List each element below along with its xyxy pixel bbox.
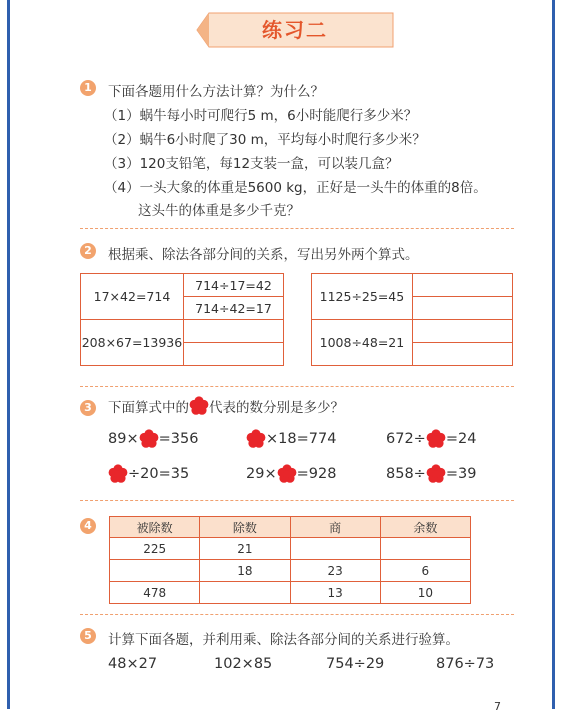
table-cell: 6 bbox=[380, 560, 470, 582]
table-row bbox=[110, 582, 471, 604]
calc-item: 876÷73 bbox=[436, 656, 495, 672]
table-cell: 21 bbox=[200, 538, 290, 560]
section3-prompt-a: 下面算式中的 bbox=[108, 400, 189, 416]
equation-part: 672÷ bbox=[386, 431, 426, 447]
calc-item: 754÷29 bbox=[326, 656, 385, 672]
section3-number: 3 bbox=[80, 400, 96, 416]
table-cell bbox=[200, 582, 290, 604]
table-cell bbox=[290, 538, 380, 560]
equation-cell: 17×42=714 bbox=[81, 274, 184, 320]
section3-prompt-b: 代表的数分别是多少？ bbox=[209, 400, 344, 416]
flower-icon bbox=[277, 464, 297, 484]
equation-part: =24 bbox=[445, 431, 477, 447]
equation-cell: 1125÷25=45 bbox=[312, 274, 413, 320]
answer-blank bbox=[183, 343, 283, 366]
equation-part: 858÷ bbox=[386, 466, 426, 482]
table-row bbox=[110, 538, 471, 560]
calc-item: 102×85 bbox=[214, 656, 273, 672]
division-table bbox=[109, 516, 471, 604]
section1-prompt: 下面各题用什么方法计算？为什么？ bbox=[108, 84, 324, 100]
flower-equation bbox=[108, 464, 189, 484]
table-cell: 478 bbox=[110, 582, 200, 604]
equation-cell: 714÷42=17 bbox=[183, 297, 283, 320]
section1-item-2: （2）蜗牛6小时爬了30 m，平均每小时爬行多少米？ bbox=[104, 132, 426, 148]
section5-prompt: 计算下面各题，并利用乘、除法各部分间的关系进行验算。 bbox=[108, 632, 459, 648]
table-cell: 23 bbox=[290, 560, 380, 582]
table-header: 除数 bbox=[200, 517, 290, 538]
equation-part: =928 bbox=[296, 466, 337, 482]
equation-part: 29× bbox=[246, 466, 277, 482]
section1-number: 1 bbox=[80, 80, 96, 96]
divider bbox=[80, 500, 514, 501]
calc-item: 48×27 bbox=[108, 656, 158, 672]
section1-item-4: （4）一头大象的体重是5600 kg，正好是一头牛的体重的8倍。 bbox=[104, 180, 487, 196]
flower-icon bbox=[426, 464, 446, 484]
section1-item-4-cont: 这头牛的体重是多少千克？ bbox=[138, 203, 300, 219]
flower-equation bbox=[246, 429, 336, 449]
answer-blank bbox=[412, 297, 512, 320]
relation-table-left bbox=[80, 273, 284, 366]
equation-part: ÷20=35 bbox=[128, 466, 190, 482]
answer-blank bbox=[183, 320, 283, 343]
section2-prompt: 根据乘、除法各部分间的关系，写出另外两个算式。 bbox=[108, 247, 419, 263]
table-cell: 10 bbox=[380, 582, 470, 604]
table-cell: 13 bbox=[290, 582, 380, 604]
section3-prompt bbox=[108, 396, 344, 416]
section5-number: 5 bbox=[80, 628, 96, 644]
section2-number: 2 bbox=[80, 243, 96, 259]
equation-part: 89× bbox=[108, 431, 139, 447]
title-banner bbox=[195, 12, 395, 48]
answer-blank bbox=[412, 320, 512, 343]
flower-icon bbox=[189, 396, 209, 416]
flower-equation bbox=[108, 429, 198, 449]
equation-cell: 714÷17=42 bbox=[183, 274, 283, 297]
table-header: 余数 bbox=[380, 517, 470, 538]
divider bbox=[80, 386, 514, 387]
flower-icon bbox=[246, 429, 266, 449]
section1-item-1: （1）蜗牛每小时可爬行5 m，6小时能爬行多少米？ bbox=[104, 108, 418, 124]
equation-part: ×18=774 bbox=[266, 431, 337, 447]
section1-item-3: （3）120支铅笔，每12支装一盒，可以装几盒？ bbox=[104, 156, 399, 172]
flower-equation bbox=[386, 464, 476, 484]
table-header: 商 bbox=[290, 517, 380, 538]
page-title: 练习二 bbox=[262, 18, 328, 42]
equation-cell: 1008÷48=21 bbox=[312, 320, 413, 366]
flower-equation bbox=[386, 429, 476, 449]
answer-blank bbox=[412, 343, 512, 366]
table-cell bbox=[380, 538, 470, 560]
table-cell: 18 bbox=[200, 560, 290, 582]
table-header: 被除数 bbox=[110, 517, 200, 538]
divider bbox=[80, 228, 514, 229]
section4-number: 4 bbox=[80, 518, 96, 534]
table-cell bbox=[110, 560, 200, 582]
flower-icon bbox=[426, 429, 446, 449]
equation-cell: 208×67=13936 bbox=[81, 320, 184, 366]
equation-part: =356 bbox=[158, 431, 199, 447]
relation-table-right bbox=[311, 273, 513, 366]
table-cell: 225 bbox=[110, 538, 200, 560]
answer-blank bbox=[412, 274, 512, 297]
equation-part: =39 bbox=[445, 466, 477, 482]
flower-icon bbox=[139, 429, 159, 449]
divider bbox=[80, 614, 514, 615]
flower-equation bbox=[246, 464, 336, 484]
page-number: 7 bbox=[494, 700, 501, 713]
table-row bbox=[110, 560, 471, 582]
flower-icon bbox=[108, 464, 128, 484]
